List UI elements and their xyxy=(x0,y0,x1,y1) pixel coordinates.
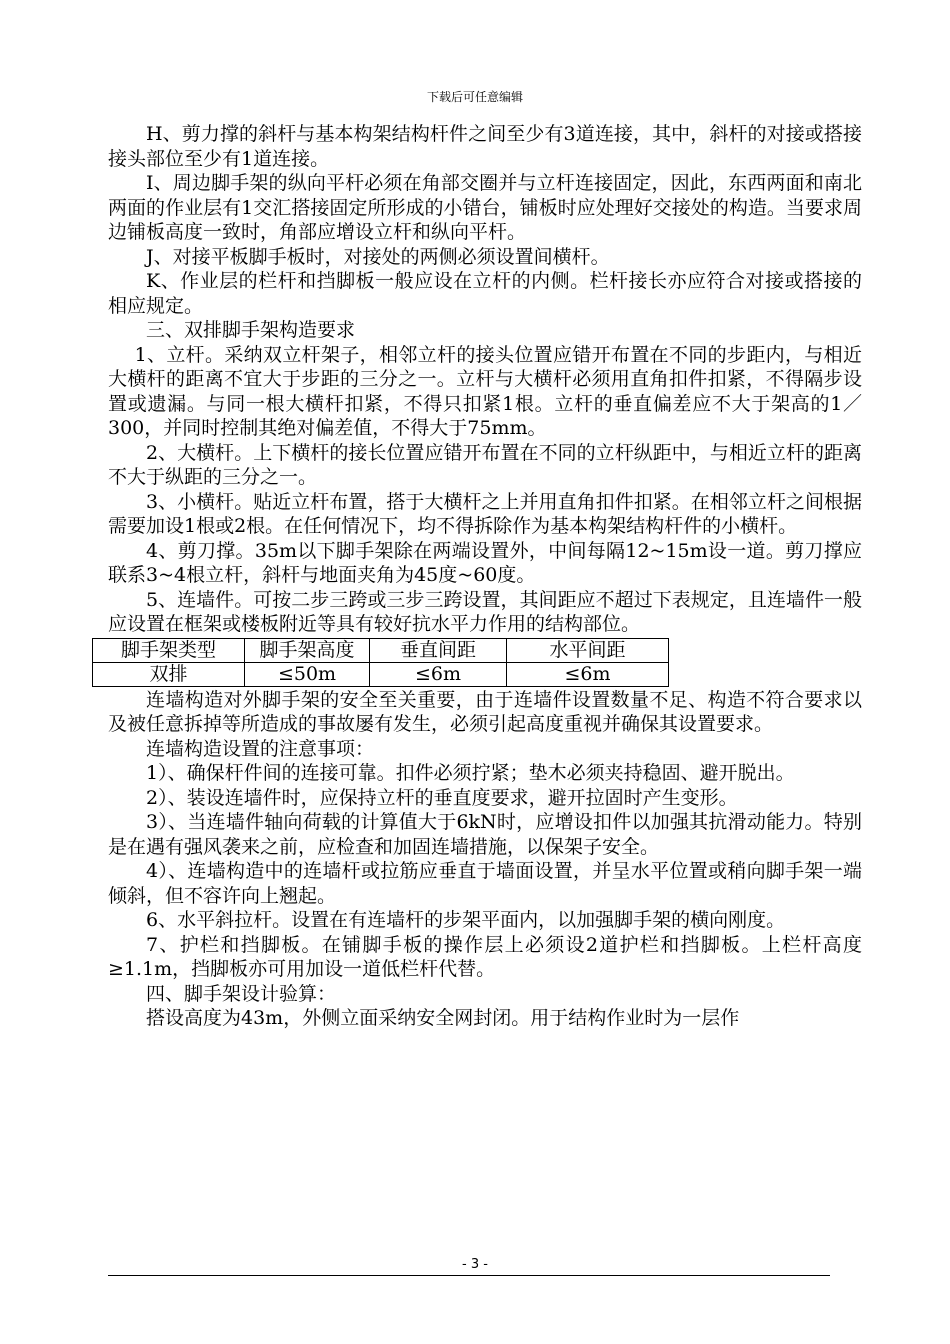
table-header-cell: 水平间距 xyxy=(507,638,669,662)
document-body xyxy=(108,122,862,1031)
paragraph: 5、连墙件。可按二步三跨或三步三跨设置，其间距应不超过下表规定，且连墙件一般应设置在框架或楼板附近等具有较好抗水平力作用的结构部位。 xyxy=(108,588,862,635)
section-heading: 四、脚手架设计验算： xyxy=(146,982,337,1005)
wall-tie-spacing-table xyxy=(92,638,669,687)
table-cell: ≤6m xyxy=(507,662,669,686)
paragraph: 1、立杆。采纳双立杆架子，相邻立杆的接头位置应错开布置在不同的步距内，与相近大横杆的距离不宜大于步距的三分之一。立杆与大横杆必须用直角扣件扣紧，不得隔步设置或遗漏。与同一根大横杆扣紧，不得只扣紧1根。立杆的垂直偏差应不大于架高的1／300，并同时控制其绝对偏差值，不得大于75mm。 xyxy=(108,343,862,439)
paragraph: 6、水平斜拉杆。设置在有连墙杆的步架平面内，以加强脚手架的横向刚度。 xyxy=(146,909,786,931)
paragraph: 3、小横杆。贴近立杆布置，搭于大横杆之上并用直角扣件扣紧。在相邻立杆之间根据需要加设1根或2根。在任何情况下，均不得拆除作为基本构架结构杆件的小横杆。 xyxy=(108,490,862,537)
paragraph: 2）、装设连墙件时，应保持立杆的垂直度要求，避开拉固时产生变形。 xyxy=(146,786,738,809)
section-heading: 三、双排脚手架构造要求 xyxy=(146,319,356,341)
paragraph: 7、护栏和挡脚板。在铺脚手板的操作层上必须设2道护栏和挡脚板。上栏杆高度≥1.1m，挡脚板亦可用加设一道低栏杆代替。 xyxy=(108,933,862,980)
table-header-cell: 脚手架高度 xyxy=(245,638,370,662)
table-row xyxy=(93,662,669,686)
footer-divider xyxy=(108,1275,830,1276)
paragraph: 1）、确保杆件间的连接可靠。扣件必须拧紧；垫木必须夹持稳固、避开脱出。 xyxy=(146,762,795,784)
paragraph: 3）、当连墙件轴向荷载的计算值大于6kN时，应增设扣件以加强其抗滑动能力。特别是在遇有强风袭来之前，应检查和加固连墙措施，以保架子安全。 xyxy=(108,811,862,858)
table-header-cell: 脚手架类型 xyxy=(93,638,245,662)
paragraph: H、剪力撑的斜杆与基本构架结构杆件之间至少有3道连接，其中，斜杆的对接或搭接接头部位至少有1道连接。 xyxy=(108,123,862,170)
table-cell: 双排 xyxy=(93,662,245,686)
paragraph: 4）、连墙构造中的连墙杆或拉筋应垂直于墙面设置，并呈水平位置或稍向脚手架一端倾斜，但不容许向上翘起。 xyxy=(108,860,862,907)
paragraph: 搭设高度为43m，外侧立面采纳安全网封闭。用于结构作业时为一层作 xyxy=(146,1007,740,1029)
paragraph: 2、大横杆。上下横杆的接长位置应错开布置在不同的立杆纵距中，与相近立杆的距离不大于纵距的三分之一。 xyxy=(108,441,862,488)
table-header-row xyxy=(93,638,669,662)
paragraph: J、对接平板脚手板时，对接处的两侧必须设置间横杆。 xyxy=(146,245,610,268)
table-cell: ≤50m xyxy=(245,662,370,686)
page-number: - 3 - xyxy=(462,1257,488,1272)
paragraph: I、周边脚手架的纵向平杆必须在角部交圈并与立杆连接固定，因此，东西两面和南北两面的作业层有1交汇搭接固定所形成的小错台，铺板时应处理好交接处的构造。当要求周边铺板高度一致时，角部应增设立杆和纵向平杆。 xyxy=(108,172,862,243)
paragraph: 连墙构造设置的注意事项： xyxy=(146,737,375,760)
page-header: 下载后可任意编辑 xyxy=(426,90,523,104)
table-header-cell: 垂直间距 xyxy=(370,638,507,662)
table-cell: ≤6m xyxy=(370,662,507,686)
paragraph: K、作业层的栏杆和挡脚板一般应设在立杆的内侧。栏杆接长亦应符合对接或搭接的相应规定。 xyxy=(108,270,862,317)
paragraph: 连墙构造对外脚手架的安全至关重要，由于连墙件设置数量不足、构造不符合要求以及被任意拆掉等所造成的事故屡有发生，必须引起高度重视并确保其设置要求。 xyxy=(108,688,862,735)
paragraph: 4、剪刀撑。35m以下脚手架除在两端设置外，中间每隔12~15m设一道。剪刀撑应联系3~4根立杆，斜杆与地面夹角为45度~60度。 xyxy=(108,539,862,586)
